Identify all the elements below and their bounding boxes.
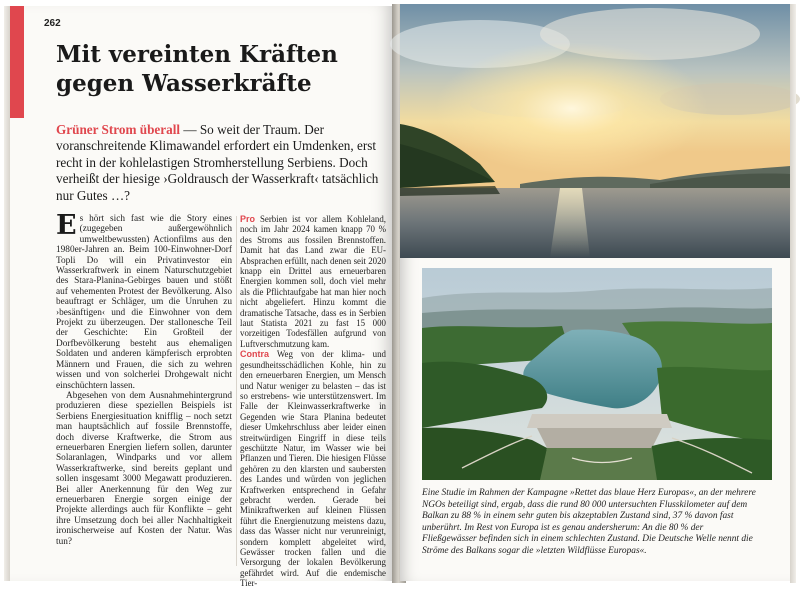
article-headline: Mit vereinten Kräften gegen Wasserkräfte [56,41,338,97]
lead-kicker: Grüner Strom überall [56,122,181,137]
accent-bar [10,6,24,118]
contra-text: Weg von der klima- und gesundheitsschädlichen Kohle, hin zu den erneuerbaren Energien, um Mensch und Natur weniger zu belasten – das ist so erstrebens- wie unterstützenswert. Im Falle der Kleinwasserkraftwerke in Gegenden wie Stara Planina bedeutet dieser Umkehrschluss aber leider einen streitwürdigen Eingriff in diese teils geschützte Natur, im Wasser wie bei Pflanzen und Tieren. Die hiesigen Flüsse gehören zu den klarsten und saubersten des Landes und würden von jeglichen Kraftwerken entsprechend in Gefahr gebracht werden. Gerade bei Minikraftwerken auf kleinen Flüssen führt die Energienutzung meistens dazu, dass das Wasser nicht nur verunreinigt, sondern komplett abgeleitet wird, Gewässer trocken fallen und die Versorgung der lokalen Bevölkerung gefährdet wird. Auf die endemische Tier- [240,349,386,589]
body-column-1 [56,210,232,547]
lead-text: — So weit der Traum. Der voranschreitende Klimawandel erfordert ein Umdenken, erst recht in der kohlelastigen Stromherstellung Serbiens. Doch verheißt der hiesige ›Goldrausch der Wasserkraft‹ tatsächlich nur Gutes …? [56,122,379,203]
dam-reservoir-aerial-photo [422,268,772,480]
body-column-2 [240,214,386,589]
body-paragraph: Abgesehen von dem Ausnahmehintergrund produzieren diese speziellen Beispiels ist Serbiens Energiesituation knifflig – noch setzt man hauptsächlich auf fossile Brennstoffe, doch diverse Kraftwerke, die Strom aus erneuerbaren Energien liefern sollen, darunter Solaranlagen, Windparks und vor allem Wasserkraftwerke, sind bereits geplant und sollen insgesamt 3000 Megawatt produzieren. Bei aller Anerkennung für den Weg zur erneuerbaren Energie sorgen einige der Projekte allerdings auch für Konflikte – geht ihre Umsetzung doch bei aller Nachhaltigkeit ironischerweise auf Kosten der Natur. Was tun? [56,390,232,547]
article-lead [56,122,386,204]
contra-paragraph [240,349,386,588]
page-edge-right [790,4,796,583]
left-page [10,6,392,589]
lake-sunset-photo [400,4,790,258]
right-page [400,4,790,581]
pro-text: Serbien ist vor allem Kohleland, noch im Jahr 2024 kamen knapp 70 % des Stroms aus fossilen Brennstoffen. Damit hat das Land zwar die EU-Absprachen erfüllt, nach denen seit 2020 knapp ein Drittel aus erneuerbaren Energien kommen soll, doch viel mehr als die Pflichtaufgabe hat man hier noch nicht abgeliefert. Hinzu kommt die dramatische Tatsache, dass es in Serbien laut Statista 2021 zu fast 15 000 vorzeitigen Todesfällen aufgrund von Luftverschmutzung kam. [240,214,386,349]
column-divider [236,216,237,566]
pro-paragraph [240,214,386,349]
pro-label: Pro [240,214,256,224]
body-text: s hört sich fast wie die Story eines (zugegeben außergewöhnlich umweltbewussten) Actionfilms aus den 1980er-Jahren an. Beim 100-Einwohner-Dorf Topli Do will ein Privatinvestor ein Wasserkraftwerk in einem Naturschutzgebiet des Stara-Planina-Gebirges bauen und stößt auf vehementen Protest der Bevölkerung. Also beauftragt er Schläger, um die Unruhen zu ›besänftigen‹ und die Einwohner von dem Projekt zu überzeugen. Der stallonesche Teil der Geschichte: Ein Großteil der Dorfbevölkerung besteht aus ehemaligen Soldaten und anderen kämpferisch erprobten Männern und Frauen, die sich zu wehren wissen und von solcherlei Drohgewalt nicht einschüchtern lassen. [56,214,232,391]
body-paragraph [56,210,232,391]
photo-caption: Eine Studie im Rahmen der Kampagne »Rettet das blaue Herz Europas«, an der mehrere NGOs beteiligt sind, ergab, dass die rund 80 000 untersuchten Flusskilometer auf dem Balkan zu 88 % in einem sehr guten bis akzeptablen Zustand sind, 37 % davon fast unberührt. Im Rest von Europa ist es genau andersherum: An die 80 % der Fließgewässer befinden sich in einem schlechten Zustand. Die Deutsche Welle nennt die Ströme des Balkans sogar die »letzten Wildflüsse Europas«. [422,488,756,556]
drop-cap: E [56,210,77,241]
contra-label: Contra [240,349,269,360]
page-number: 262 [44,18,61,29]
